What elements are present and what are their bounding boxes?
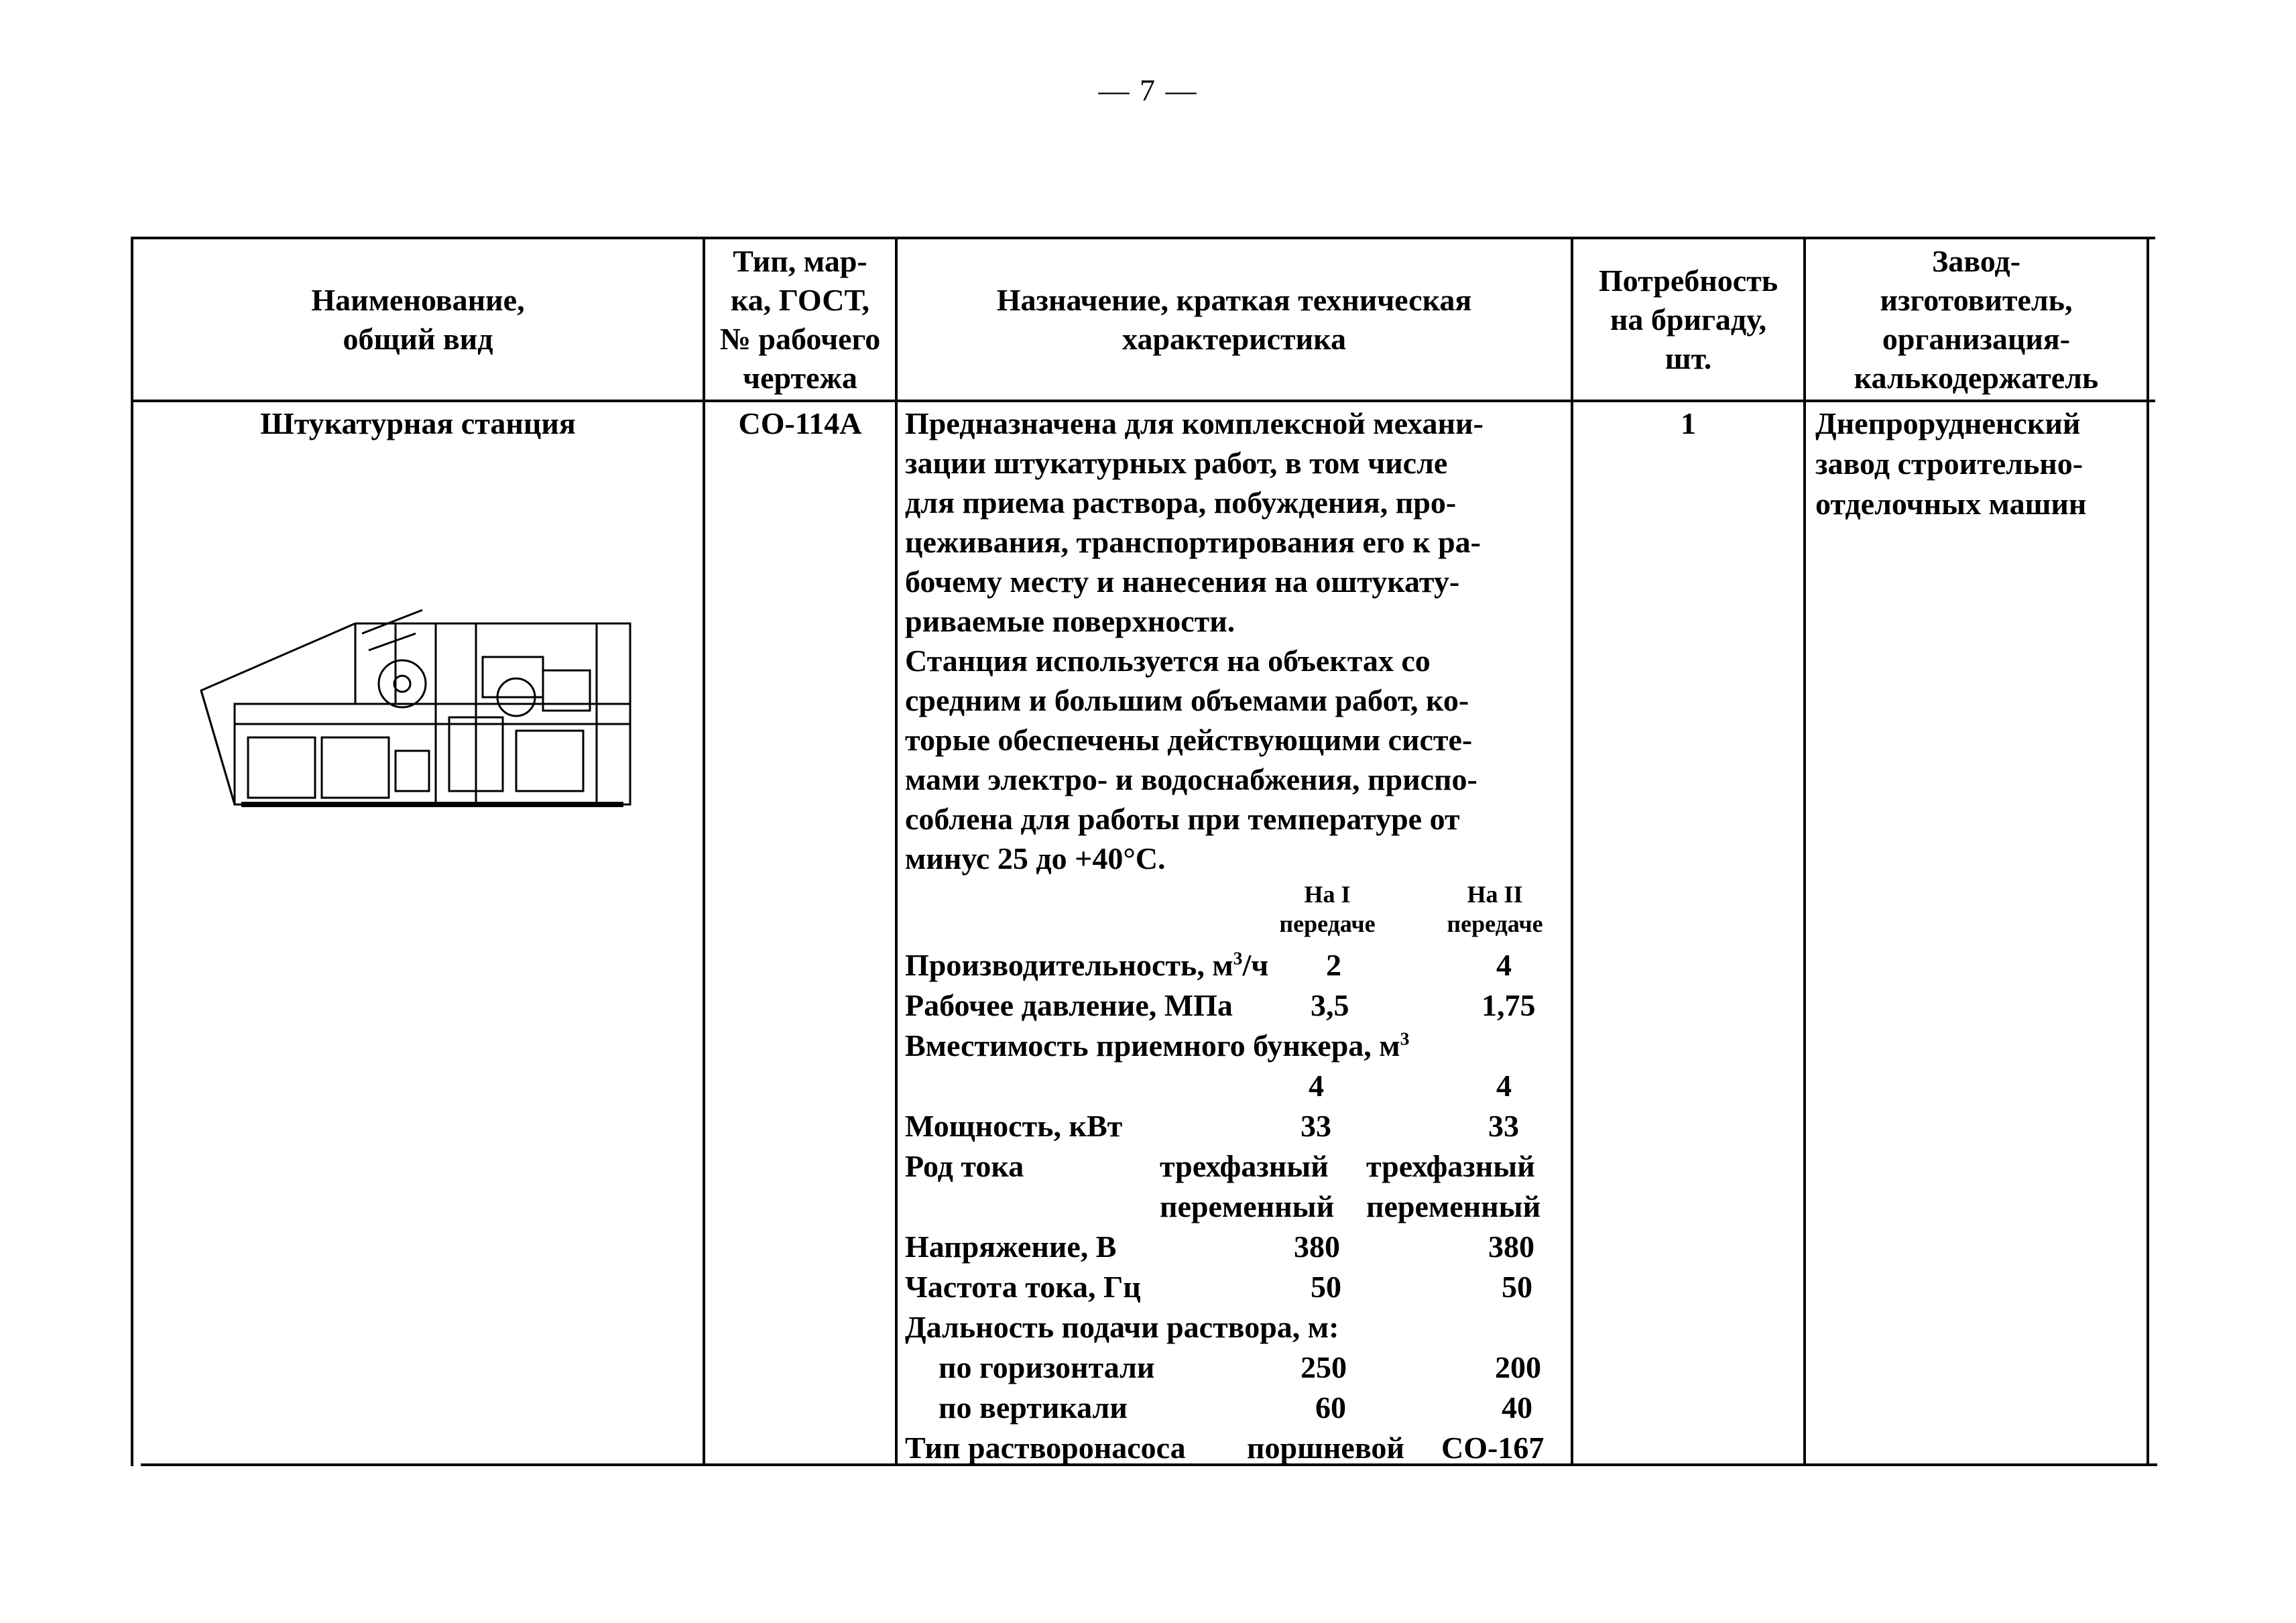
- header-manufacturer: Завод- изготовитель, организация- калькодержатель: [1854, 243, 2099, 395]
- vertical-g2: 40: [1502, 1390, 1532, 1425]
- description-line: Станция используется на объектах со: [905, 644, 1431, 678]
- vertical-label: по вертикали: [939, 1390, 1128, 1425]
- hopper-label: Вместимость приемного бункера, $м^3$: [905, 1028, 1410, 1063]
- productivity-g1: 2: [1326, 948, 1341, 982]
- col-border-2: [895, 237, 898, 1466]
- description-line: торые обеспечены действующими систе-: [905, 723, 1473, 757]
- voltage-label: Напряжение, В: [905, 1229, 1117, 1264]
- voltage-g2: 380: [1488, 1229, 1534, 1264]
- plastering-station-drawing: [194, 603, 650, 831]
- gear1-header-line1: На I: [1304, 881, 1351, 908]
- quantity: 1: [1681, 406, 1696, 440]
- header-type: Тип, мар- ка, ГОСТ, № рабочего чертежа: [719, 243, 881, 395]
- range-label: Дальность подачи раствора, м:: [905, 1310, 1339, 1344]
- description-line: риваемые поверхности.: [905, 604, 1235, 638]
- description-line: бочему месту и нанесения на оштукату-: [905, 564, 1460, 599]
- page-number: — 7 —: [1098, 73, 1198, 107]
- hopper-g2: 4: [1496, 1069, 1512, 1103]
- productivity-g2: 4: [1496, 948, 1512, 982]
- gear2-header: [1435, 880, 1555, 939]
- current-g1-line1: трехфазный: [1160, 1149, 1329, 1183]
- manufacturer-line: Днепрорудненский: [1815, 406, 2081, 440]
- horizontal-g1: 250: [1301, 1350, 1347, 1384]
- hopper-g1: 4: [1309, 1069, 1324, 1103]
- header-bottom-border: [131, 400, 2155, 402]
- frequency-g2: 50: [1502, 1270, 1532, 1304]
- equipment-name: Штукатурная станция: [260, 406, 576, 440]
- header-quantity: Потребность на бригаду, шт.: [1598, 263, 1778, 375]
- equipment-type: СО-114А: [738, 406, 862, 440]
- power-label: Мощность, кВт: [905, 1109, 1123, 1143]
- temperature-line: минус 25 до +40°С.: [905, 841, 1166, 876]
- pump-g2: СО-167: [1441, 1431, 1545, 1465]
- pump-g1: поршневой: [1247, 1431, 1404, 1465]
- description-line: зации штукатурных работ, в том числе: [905, 446, 1448, 480]
- pump-label: Тип растворонасоса: [905, 1431, 1186, 1465]
- current-g2-line2: переменный: [1366, 1189, 1541, 1223]
- current-g1-line2: переменный: [1160, 1189, 1335, 1223]
- gear2-header-line2: передаче: [1447, 910, 1543, 937]
- horizontal-label: по горизонтали: [939, 1350, 1155, 1384]
- description-line: мами электро- и водоснабжения, приспо-: [905, 762, 1477, 796]
- frequency-label: Частота тока, Гц: [905, 1270, 1141, 1304]
- description-line: средним и большим объемами работ, ко-: [905, 683, 1469, 717]
- pressure-label: Рабочее давление, МПа: [905, 988, 1233, 1022]
- header-purpose: Назначение, краткая техническая характеристика: [996, 282, 1472, 356]
- current-g2-line1: трехфазный: [1366, 1149, 1535, 1183]
- description-line: Предназначена для комплексной механи-: [905, 406, 1484, 440]
- productivity-label: Производительность, $м^3/ч$: [905, 947, 1269, 982]
- manufacturer-line: отделочных машин: [1815, 487, 2087, 521]
- pressure-g2: 1,75: [1482, 988, 1536, 1022]
- power-g1: 33: [1301, 1109, 1331, 1143]
- description-line: для приема раствора, побуждения, про-: [905, 485, 1457, 520]
- horizontal-g2: 200: [1495, 1350, 1541, 1384]
- gear1-header: [1274, 880, 1381, 939]
- col-border-5: [2147, 237, 2149, 1466]
- description-line: цеживания, транспортирования его к ра-: [905, 525, 1481, 559]
- pressure-g1: 3,5: [1311, 988, 1349, 1022]
- current-label: Род тока: [905, 1149, 1024, 1183]
- manufacturer-line: завод строительно-: [1815, 446, 2083, 481]
- gear1-header-line2: передаче: [1279, 910, 1376, 937]
- gear2-header-line1: На II: [1467, 881, 1523, 908]
- col-border-4: [1803, 237, 1806, 1466]
- vertical-g1: 60: [1315, 1390, 1346, 1425]
- power-g2: 33: [1488, 1109, 1519, 1143]
- frequency-g1: 50: [1311, 1270, 1341, 1304]
- voltage-g1: 380: [1294, 1229, 1340, 1264]
- description-line: соблена для работы при температуре от: [905, 802, 1460, 836]
- header-name: Наименование, общий вид: [311, 282, 525, 356]
